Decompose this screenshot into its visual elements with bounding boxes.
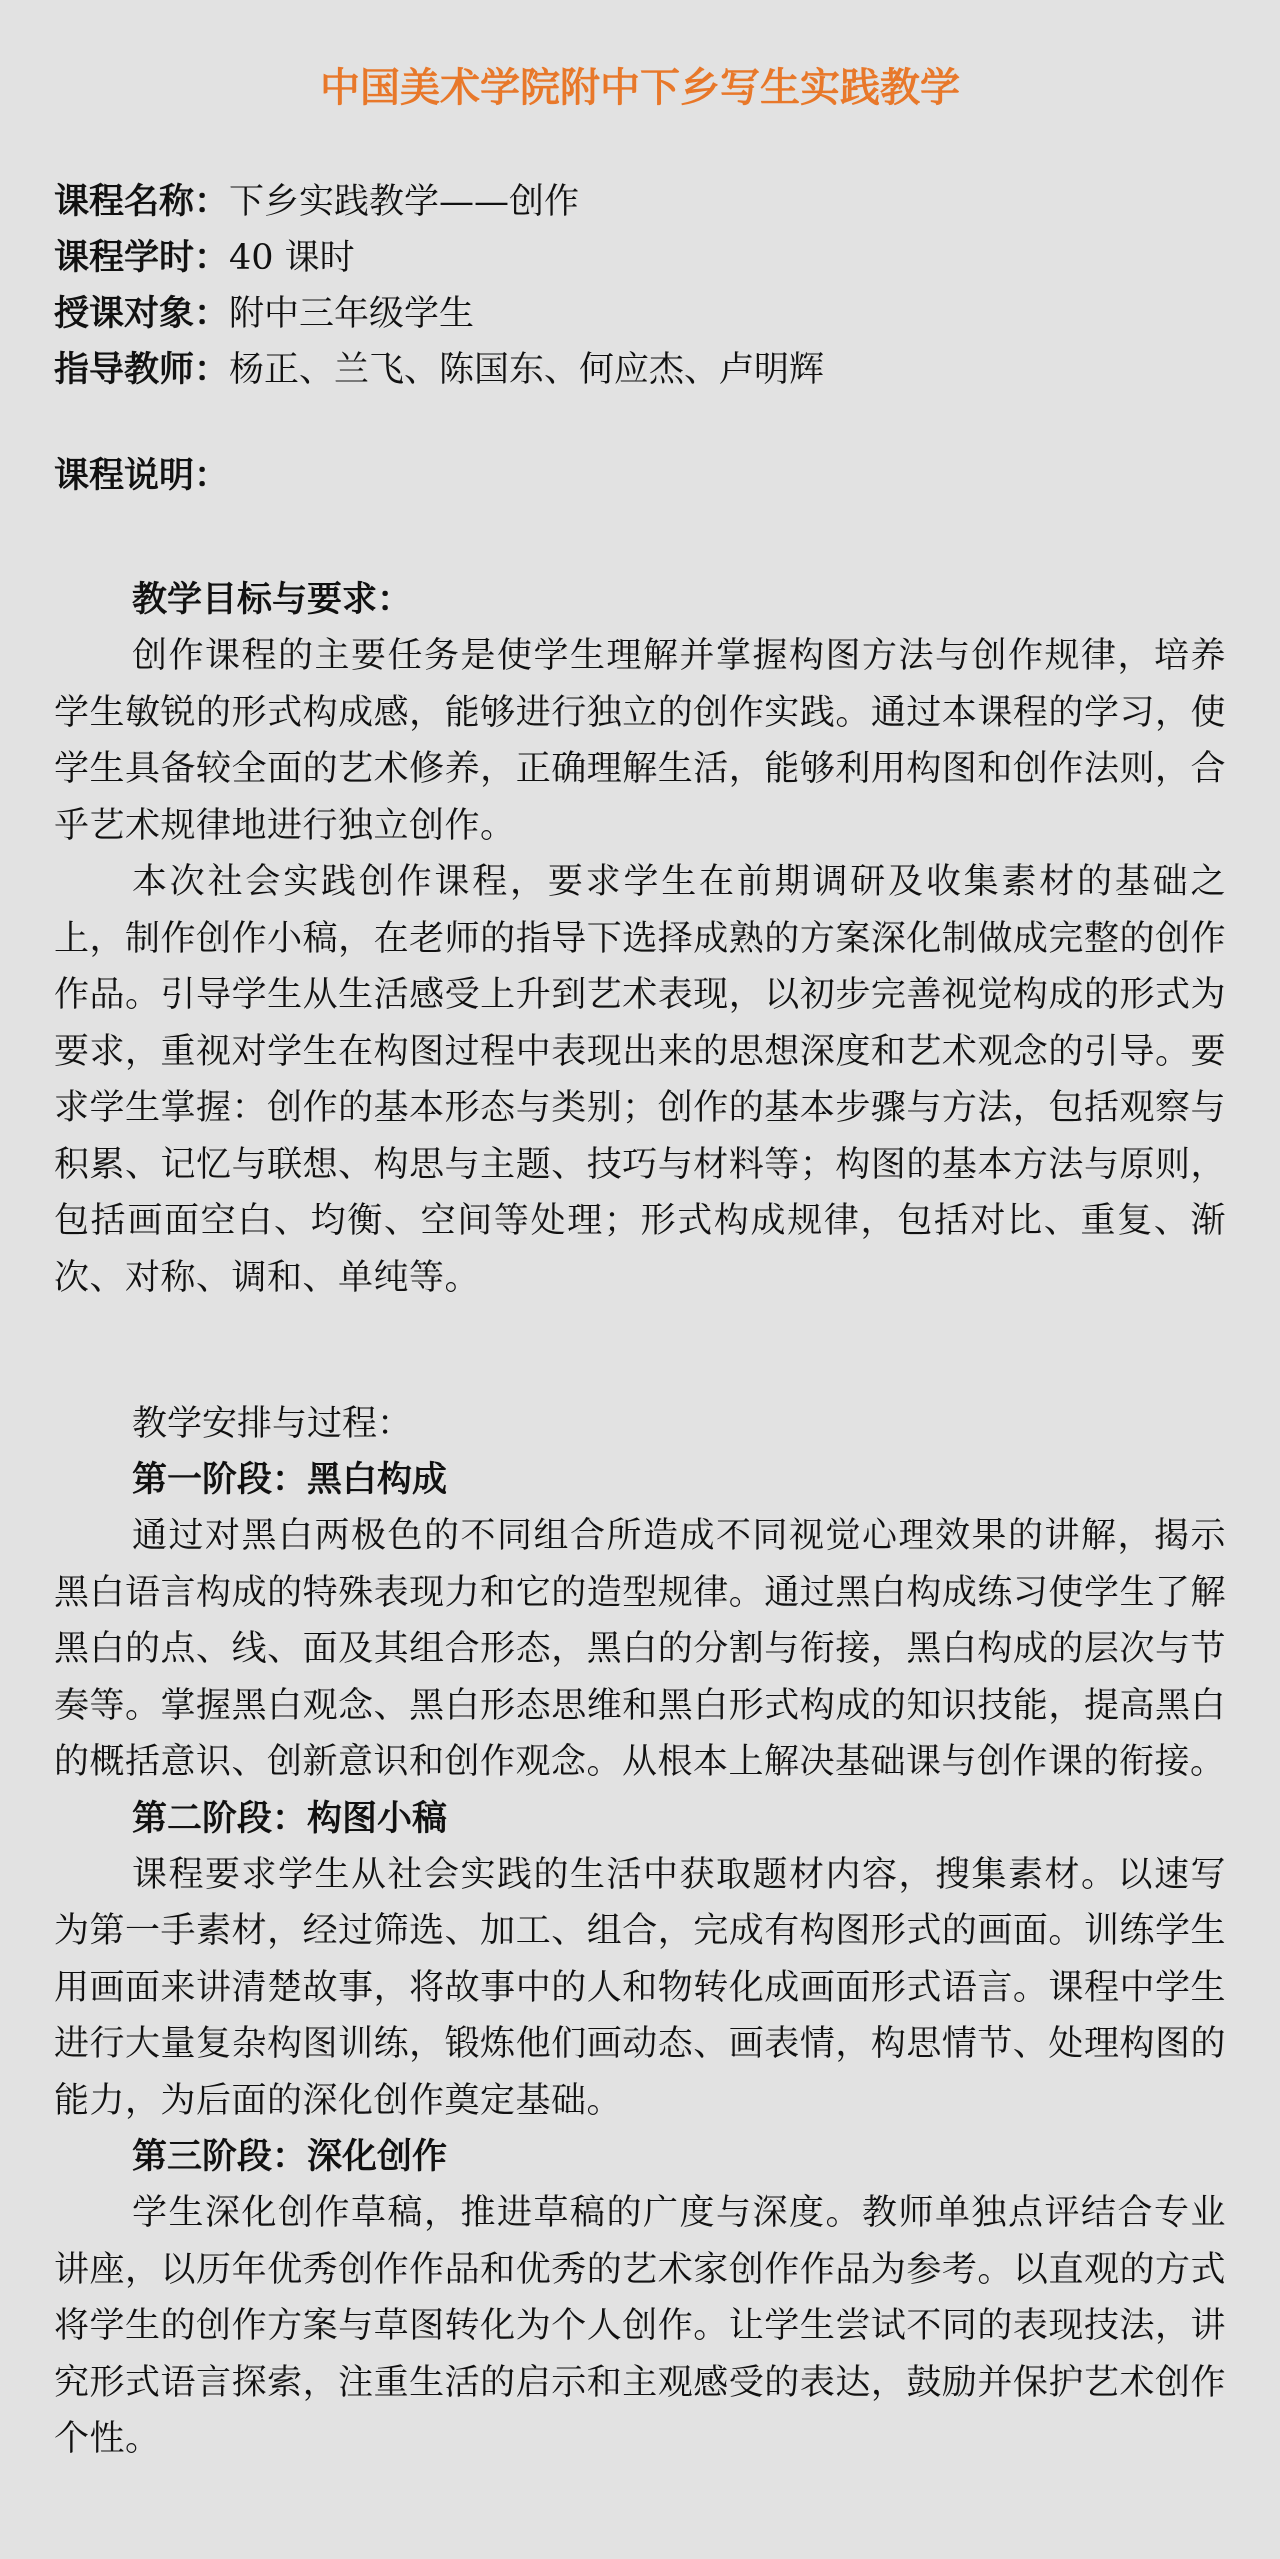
meta-course-hours xyxy=(54,230,1226,286)
course-meta xyxy=(54,174,1226,398)
stage-paragraph: 学生深化创作草稿，推进草稿的广度与深度。教师单独点评结合专业讲座，以历年优秀创作作品和优秀的艺术家创作作品为参考。以直观的方式将学生的创作方案与草图转化为个人创作。让学生尝试不同的表现技法，讲究形式语言探索，注重生活的启示和主观感受的表达，鼓励并保护艺术创作个性。 xyxy=(54,2193,1226,2459)
goals-paragraph: 创作课程的主要任务是使学生理解并掌握构图方法与创作规律，培养学生敏锐的形式构成感，能够进行独立的创作实践。通过本课程的学习，使学生具备较全面的艺术修养，正确理解生活，能够利用构图和创作法则，合乎艺术规律地进行独立创作。 xyxy=(54,636,1226,846)
meta-instructors xyxy=(54,342,1226,398)
stage-title: 第三阶段：深化创作 xyxy=(132,2136,448,2177)
stage-title: 第二阶段：构图小稿 xyxy=(132,1797,448,1839)
page-title: 中国美术学院附中下乡写生实践教学 xyxy=(320,65,960,111)
meta-key: 课程学时： xyxy=(54,237,230,278)
meta-value: 40 课时 xyxy=(229,238,355,278)
meta-course-name xyxy=(54,174,1226,230)
meta-value: 杨正、兰飞、陈国东、何应杰、卢明辉 xyxy=(229,350,825,390)
meta-key: 授课对象： xyxy=(54,293,230,334)
meta-audience xyxy=(54,286,1226,342)
stage-paragraph: 课程要求学生从社会实践的生活中获取题材内容，搜集素材。以速写为第一手素材，经过筛选、加工、组合，完成有构图形式的画面。训练学生用画面来讲清楚故事，将故事中的人和物转化成画面形式语言。课程中学生进行大量复杂构图训练，锻炼他们画动态、画表情，构思情节、处理构图的能力，为后面的深化创作奠定基础。 xyxy=(54,1854,1226,2121)
stage-paragraph: 通过对黑白两极色的不同组合所造成不同视觉心理效果的讲解，揭示黑白语言构成的特殊表现力和它的造型规律。通过黑白构成练习使学生了解黑白的点、线、面及其组合形态，黑白的分割与衔接，黑白构成的层次与节奏等。掌握黑白观念、黑白形态思维和黑白形式构成的知识技能，提高黑白的概括意识、创新意识和创作观念。从根本上解决基础课与创作课的衔接。 xyxy=(54,1516,1226,1782)
goals-paragraph: 本次社会实践创作课程，要求学生在前期调研及收集素材的基础之上，制作创作小稿，在老师的指导下选择成熟的方案深化制做成完整的创作作品。引导学生从生活感受上升到艺术表现，以初步完善视觉构成的形式为要求，重视对学生在构图过程中表现出来的思想深度和艺术观念的引导。要求学生掌握：创作的基本形态与类别；创作的基本步骤与方法，包括观察与积累、记忆与联想、构思与主题、技巧与材料等；构图的基本方法与原则，包括画面空白、均衡、空间等处理；形式构成规律，包括对比、重复、渐次、对称、调和、单纯等。 xyxy=(54,862,1226,1298)
meta-key: 课程名称： xyxy=(54,181,230,222)
course-description-label: 课程说明： xyxy=(54,455,230,496)
stage-title: 第一阶段：黑白构成 xyxy=(132,1459,448,1500)
meta-value: 附中三年级学生 xyxy=(229,294,475,334)
goals-heading: 教学目标与要求： xyxy=(132,579,413,620)
meta-value: 下乡实践教学——创作 xyxy=(229,182,580,222)
arrangement-heading: 教学安排与过程： xyxy=(132,1404,413,1444)
meta-key: 指导教师： xyxy=(54,349,230,390)
